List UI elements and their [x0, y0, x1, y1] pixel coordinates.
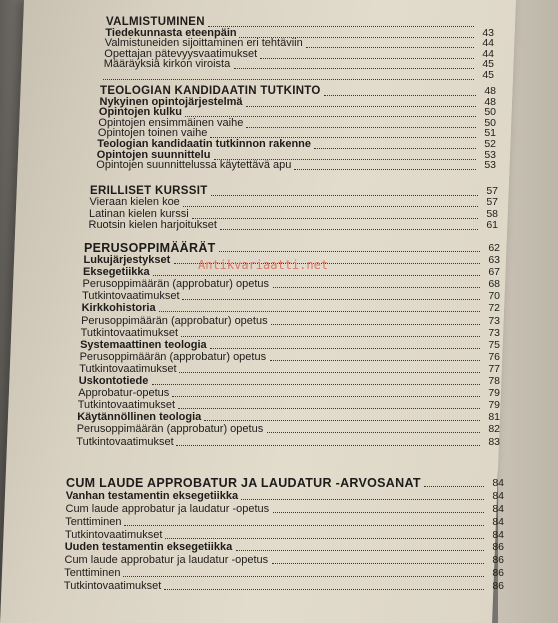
- toc-entry: [0, 375, 558, 387]
- toc-entry: [0, 59, 558, 70]
- toc-entry: [0, 490, 558, 503]
- entry-title: Ruotsin kielen harjoitukset: [88, 219, 217, 232]
- toc-entry: [0, 554, 558, 567]
- page-number: 84: [492, 502, 504, 515]
- dot-leader: [178, 407, 480, 409]
- entry-title: Approbatur-opetus: [78, 387, 170, 400]
- page-number: 76: [488, 350, 500, 363]
- page-number: 45: [482, 68, 494, 81]
- entry-title: Tutkintovaatimukset: [82, 290, 180, 303]
- entry-title: Opettajan pätevyysvaatimukset: [104, 47, 258, 60]
- entry-title: Uskontotiede: [78, 375, 149, 388]
- page-number: 73: [488, 326, 500, 339]
- page-number: 67: [488, 266, 500, 279]
- entry-title: Eksegetiikka: [83, 266, 150, 279]
- entry-title: Perusoppimäärän (approbatur) opetus: [81, 314, 268, 327]
- toc-entry: [0, 503, 558, 516]
- page-number: 44: [482, 47, 494, 60]
- toc-entry: [0, 186, 558, 197]
- page-number: 86: [492, 580, 504, 593]
- toc-entry: [0, 423, 558, 435]
- dot-leader: [123, 575, 484, 577]
- dot-leader: [179, 371, 480, 373]
- section-erilliset-kurssit: [0, 186, 558, 232]
- entry-title: Teologian kandidaatin tutkinnon rakenne: [97, 137, 312, 150]
- dot-leader: [211, 194, 478, 196]
- page-number: 77: [488, 362, 500, 375]
- entry-title: Kirkkohistoria: [81, 302, 156, 315]
- toc-entry: [0, 351, 558, 363]
- dot-leader: [183, 205, 478, 207]
- toc-entry: [0, 139, 558, 150]
- toc-entry: [0, 339, 558, 351]
- toc-entry: [0, 327, 558, 339]
- page-number: 86: [492, 541, 504, 554]
- dot-leader: [124, 524, 484, 526]
- page-number: 84: [492, 477, 504, 489]
- dot-leader: [241, 498, 484, 500]
- entry-title: Tiedekunnasta eteenpäin: [105, 26, 237, 39]
- section-heading: VALMISTUMINEN: [106, 16, 205, 28]
- page-number: 44: [482, 37, 494, 50]
- dot-leader: [270, 359, 480, 361]
- toc-entry: [0, 529, 558, 542]
- section-perusoppimaarat: [0, 242, 558, 448]
- entry-title: Perusoppimäärän (approbatur) opetus: [76, 423, 264, 436]
- page-number: 52: [484, 137, 496, 150]
- entry-title: Tutkintovaatimukset: [80, 326, 179, 339]
- page-number: 57: [486, 185, 498, 197]
- dot-leader: [103, 78, 474, 80]
- section-heading: PERUSOPPIMÄÄRÄT: [84, 241, 216, 255]
- page-number: 73: [488, 314, 500, 327]
- page-number: 53: [484, 148, 496, 161]
- section-heading: ERILLISET KURSSIT: [90, 185, 208, 197]
- entry-title: Perusoppimäärän (approbatur) opetus: [82, 278, 270, 291]
- section-cum-laude: [0, 477, 558, 593]
- entry-title: Tutkintovaatimukset: [63, 580, 162, 593]
- toc-entry: [0, 477, 558, 490]
- toc-entry: [0, 17, 558, 28]
- page-number: 72: [488, 302, 500, 315]
- entry-title: Opintojen toinen vaihe: [97, 127, 208, 140]
- toc-entry: [0, 107, 558, 118]
- page-number: 63: [488, 254, 500, 267]
- toc-entry: [0, 302, 558, 314]
- entry-title: Lukujärjestykset: [83, 254, 171, 267]
- toc-entry: [0, 118, 558, 129]
- entry-title: Cum laude approbatur ja laudatur -opetus: [64, 554, 269, 567]
- dot-leader: [153, 274, 480, 276]
- page-number: 78: [488, 375, 500, 388]
- toc-entry: [0, 580, 558, 593]
- page-number: 84: [492, 528, 504, 541]
- page-number: 48: [484, 85, 496, 97]
- page-number: 79: [488, 387, 500, 400]
- toc-entry: [0, 70, 558, 81]
- dot-leader: [204, 419, 480, 421]
- dot-leader: [294, 168, 476, 170]
- toc-entry: [0, 220, 558, 231]
- page-number: 53: [484, 159, 496, 172]
- entry-title: Opintojen suunnittelu: [96, 148, 211, 161]
- page-number: 45: [482, 58, 494, 71]
- toc-entry: [0, 38, 558, 49]
- entry-title: Käytännöllinen teologia: [77, 411, 202, 424]
- dot-leader: [219, 250, 480, 252]
- entry-title: Valmistuneiden sijoittaminen eri tehtäviin: [104, 37, 303, 50]
- section-heading: TEOLOGIAN KANDIDAATIN TUTKINTO: [100, 85, 321, 97]
- page-number: 86: [492, 554, 504, 567]
- page-number: 70: [488, 290, 500, 303]
- dot-leader: [152, 383, 480, 385]
- entry-title: Systemaattinen teologia: [80, 338, 207, 351]
- page-number: 81: [488, 411, 500, 424]
- dot-leader: [181, 335, 480, 337]
- toc-entry: [0, 399, 558, 411]
- toc-entry: [0, 516, 558, 529]
- page-number: 83: [488, 435, 500, 448]
- toc-entry: [0, 278, 558, 290]
- toc-entry: [0, 49, 558, 60]
- page-number: 50: [484, 106, 496, 119]
- page-number: 43: [482, 26, 494, 39]
- page-number: 50: [484, 116, 496, 129]
- entry-title: Cum laude approbatur ja laudatur -opetus: [65, 502, 270, 515]
- dot-leader: [267, 431, 480, 433]
- page-number: 82: [488, 423, 500, 436]
- toc-entry: [0, 242, 558, 254]
- page-number: 68: [488, 278, 500, 291]
- entry-title: Nykyinen opintojärjestelmä: [99, 95, 243, 108]
- dot-leader: [272, 562, 484, 564]
- entry-title: Tutkintovaatimukset: [79, 362, 177, 375]
- dot-leader: [236, 549, 484, 551]
- section-teologian-kandidaatin-tutkinto: [0, 86, 558, 171]
- entry-title: Tutkintovaatimukset: [76, 435, 174, 448]
- entry-title: Tenttiminen: [64, 567, 121, 580]
- page-number: 57: [486, 196, 498, 209]
- page-number: 61: [486, 219, 498, 232]
- entry-title: Tutkintovaatimukset: [77, 399, 176, 412]
- page-number: 48: [484, 95, 496, 108]
- dot-leader: [159, 310, 480, 312]
- toc-entry: [0, 387, 558, 399]
- dot-leader: [165, 537, 484, 539]
- dot-leader: [271, 323, 480, 325]
- dot-leader: [164, 588, 484, 590]
- entry-title: Vanhan testamentin eksegetiikka: [65, 489, 239, 502]
- toc-entry: [0, 363, 558, 375]
- section-valmistuminen: [0, 17, 558, 81]
- entry-title: Vieraan kielen koe: [89, 196, 180, 209]
- toc-entry: [0, 97, 558, 108]
- entry-title: Uuden testamentin eksegetiikka: [64, 541, 233, 554]
- dot-leader: [172, 395, 480, 397]
- dot-leader: [182, 298, 480, 300]
- section-heading: CUM LAUDE APPROBATUR JA LAUDATUR -ARVOSANAT: [66, 476, 421, 490]
- dot-leader: [424, 485, 484, 487]
- page-number: 79: [488, 399, 500, 412]
- toc-entry: [0, 86, 558, 97]
- entry-title: Opintojen kulku: [98, 106, 183, 119]
- toc-entry: [0, 290, 558, 302]
- toc-entry: [0, 160, 558, 171]
- toc-entry: [0, 209, 558, 220]
- page-number: 62: [488, 242, 500, 254]
- page-number: 51: [484, 127, 496, 140]
- toc-entry: [0, 411, 558, 423]
- watermark-text: Antikvariaatti.net: [198, 258, 329, 272]
- toc-entry: [0, 315, 558, 327]
- page-number: 84: [492, 489, 504, 502]
- entry-title: Tutkintovaatimukset: [65, 528, 163, 541]
- entry-title: Tenttiminen: [65, 515, 122, 528]
- dot-leader: [273, 511, 484, 513]
- page-number: 86: [492, 567, 504, 580]
- page-number: 84: [492, 515, 504, 528]
- entry-title: Määräyksiä kirkon viroista: [103, 58, 231, 71]
- entry-title: Opintojen ensimmäinen vaihe: [98, 116, 244, 129]
- dot-leader: [210, 347, 480, 349]
- dot-leader: [273, 286, 480, 288]
- dot-leader: [192, 217, 478, 219]
- toc-entry: [0, 567, 558, 580]
- entry-title: Latinan kielen kurssi: [89, 207, 189, 220]
- entry-title: Opintojen suunnittelussa käytettävä apu: [96, 159, 292, 172]
- toc-entry: [0, 436, 558, 448]
- entry-title: Perusoppimäärän (approbatur) opetus: [79, 350, 267, 363]
- page-number: 58: [486, 207, 498, 220]
- dot-leader: [176, 444, 480, 446]
- toc-entry: [0, 541, 558, 554]
- page-number: 75: [488, 338, 500, 351]
- dot-leader: [220, 228, 478, 230]
- toc-entry: [0, 197, 558, 208]
